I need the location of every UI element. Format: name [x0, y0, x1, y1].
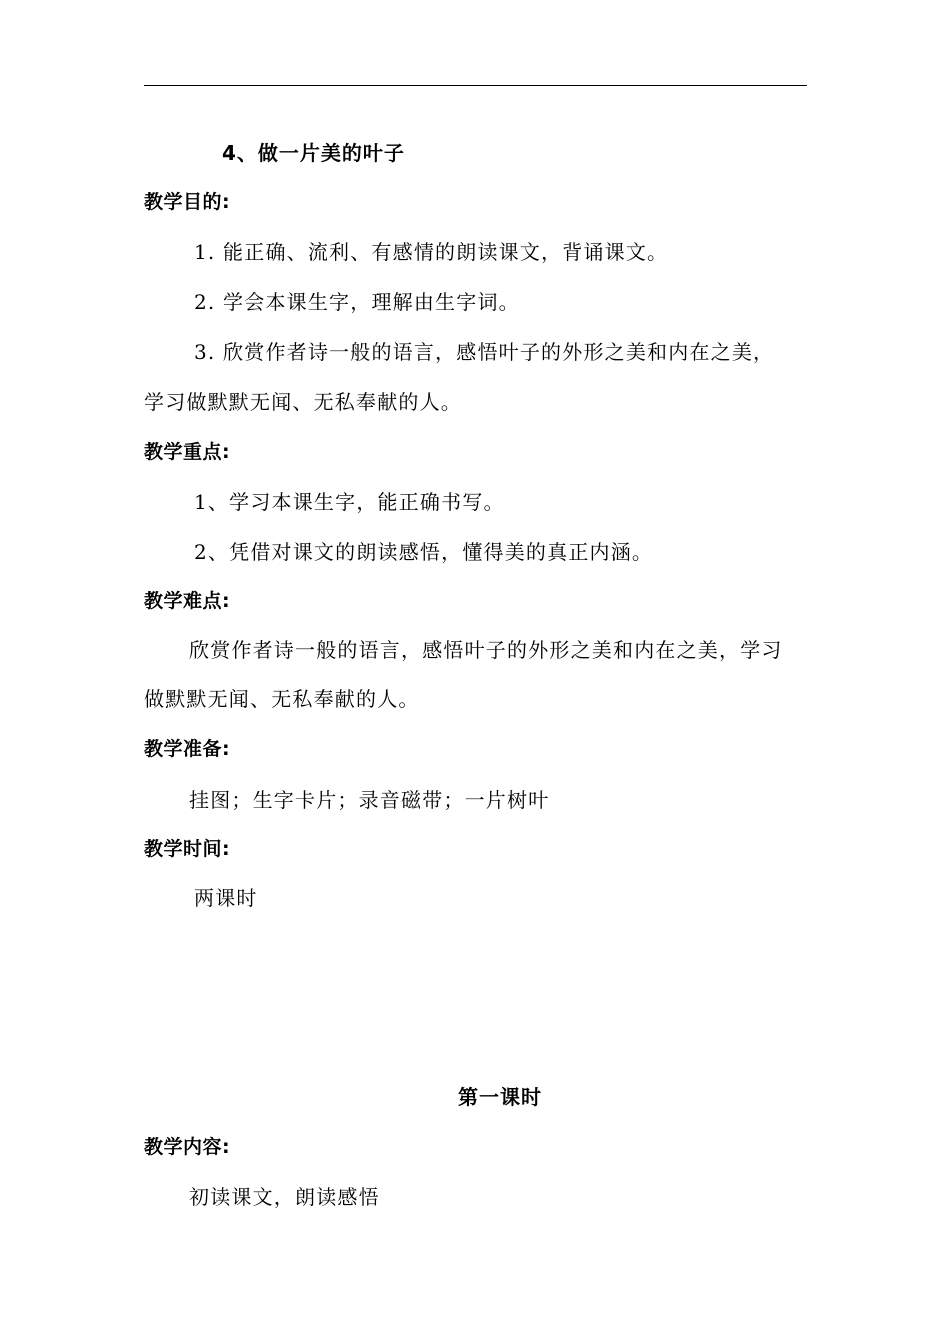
time-text: 两课时: [194, 886, 258, 910]
difficulties-heading: 教学难点:: [144, 590, 231, 612]
objective-item-1: 1. 能正确、流利、有感情的朗读课文，背诵课文。: [194, 240, 669, 264]
preparation-heading: 教学准备:: [144, 738, 231, 760]
lesson-one-title: 第一课时: [458, 1085, 542, 1109]
difficulties-line-1: 欣赏作者诗一般的语言，感悟叶子的外形之美和内在之美，学习: [189, 638, 783, 662]
header-rule: [144, 85, 807, 86]
difficulties-line-2: 做默默无闻、无私奉献的人。: [144, 687, 420, 711]
document-title: 4、做一片美的叶子: [222, 141, 405, 165]
key-point-item-1: 1、学习本课生字，能正确书写。: [194, 490, 505, 514]
key-points-heading: 教学重点:: [144, 441, 231, 463]
preparation-text: 挂图；生字卡片；录音磁带；一片树叶: [189, 788, 550, 812]
objective-item-3-continued: 学习做默默无闻、无私奉献的人。: [144, 390, 462, 414]
time-heading: 教学时间:: [144, 838, 231, 860]
objective-item-2: 2. 学会本课生字，理解由生字词。: [194, 290, 520, 314]
objectives-heading: 教学目的:: [144, 191, 231, 213]
key-point-item-2: 2、凭借对课文的朗读感悟，懂得美的真正内涵。: [194, 540, 654, 564]
objective-item-3: 3. 欣赏作者诗一般的语言，感悟叶子的外形之美和内在之美，: [194, 340, 775, 364]
lesson-content-text: 初读课文，朗读感悟: [189, 1185, 380, 1209]
lesson-content-heading: 教学内容:: [144, 1136, 231, 1158]
